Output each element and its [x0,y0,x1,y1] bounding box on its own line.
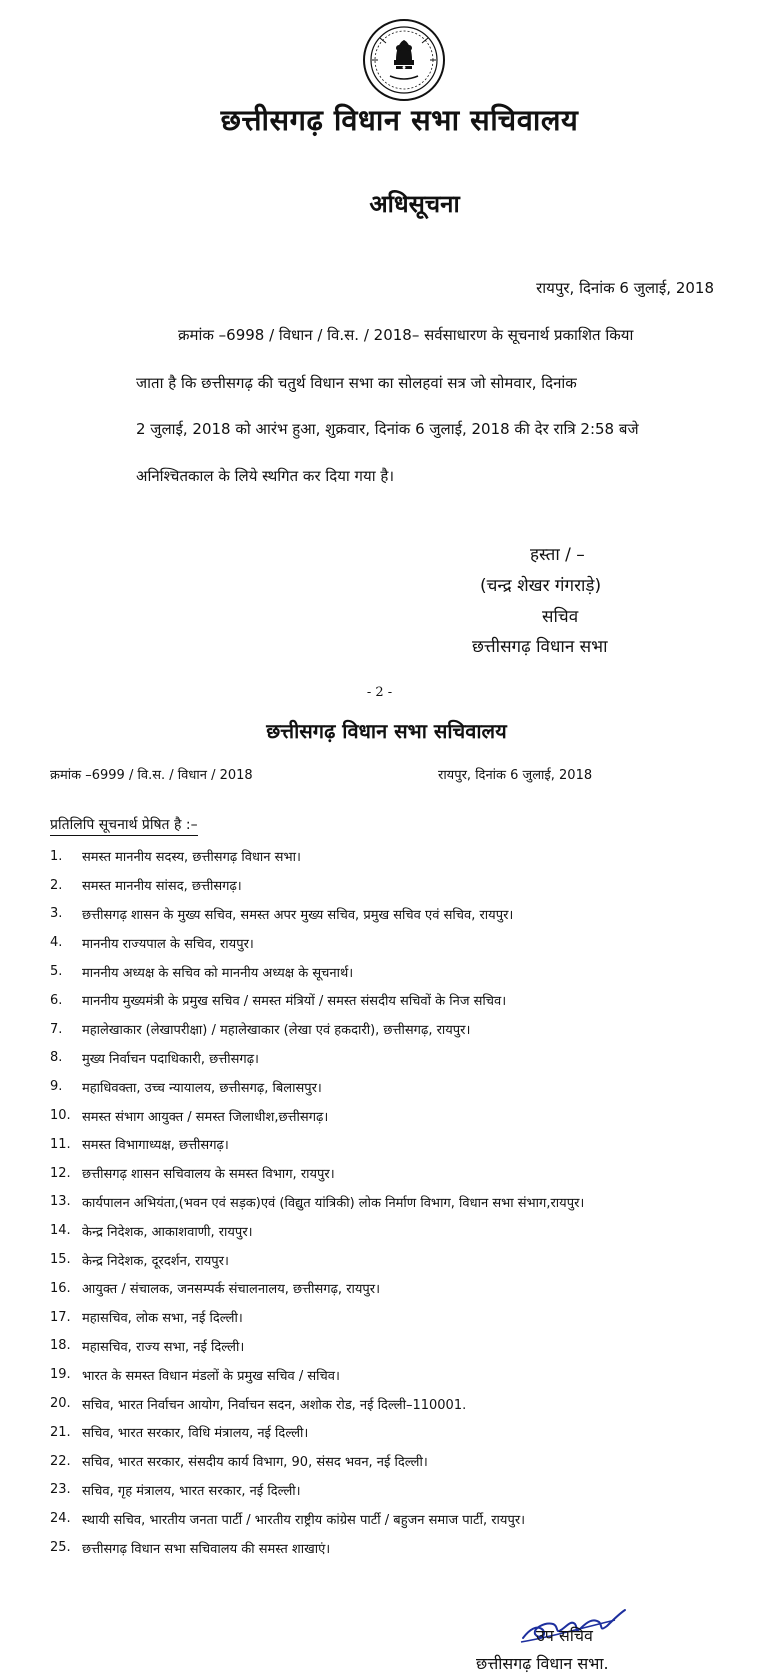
page-title: छत्तीसगढ़ विधान सभा सचिवालय [220,103,579,137]
list-item-text: केन्द्र निदेशक, दूरदर्शन, रायपुर। [82,1253,229,1269]
list-item [50,1072,750,1101]
list-item [50,1245,750,1274]
list-item-number: 19. [50,1367,71,1383]
list-item-text: सचिव, भारत सरकार, संसदीय कार्य विभाग, 90, संसद भवन, नई दिल्ली। [82,1455,428,1471]
list-item-number: 10. [50,1108,71,1124]
list-item-text: स्थायी सचिव, भारतीय जनता पार्टी / भारतीय राष्ट्रीय कांग्रेस पार्टी / बहुजन समाज पार्टी, रायपुर। [82,1512,526,1528]
list-item-number: 15. [50,1252,71,1268]
list-item-text: समस्त संभाग आयुक्त / समस्त जिलाधीश,छत्तीसगढ़। [82,1109,329,1125]
list-item [50,928,750,957]
notification-heading: अधिसूचना [369,190,460,218]
list-item [50,1533,750,1562]
list-item-number: 24. [50,1511,71,1527]
list-item-text: महालेखाकार (लेखापरीक्षा) / महालेखाकार (लेखा एवं हकदारी), छत्तीसगढ़, रायपुर। [82,1023,471,1039]
copy-recipient-list [50,842,750,1562]
list-item-text: सचिव, गृह मंत्रालय, भारत सरकार, नई दिल्ली। [82,1483,301,1499]
list-item-text: छत्तीसगढ़ शासन सचिवालय के समस्त विभाग, रायपुर। [82,1167,335,1183]
notice-line-3: 2 जुलाई, 2018 को आरंभ हुआ, शुक्रवार, दिनांक 6 जुलाई, 2018 की देर रात्रि 2:58 बजे [136,420,639,438]
signer-name: (चन्द्र शेखर गंगराड़े) [480,576,602,596]
list-item-text: महाधिवक्ता, उच्च न्यायालय, छत्तीसगढ़, बिलासपुर। [82,1080,322,1096]
list-item [50,1101,750,1130]
copy-heading: प्रतिलिपि सूचनार्थ प्रेषित है :– [50,815,198,836]
list-item-number: 8. [50,1050,63,1066]
copy-ref-date: रायपुर, दिनांक 6 जुलाई, 2018 [438,768,593,783]
list-item [50,900,750,929]
list-item-number: 1. [50,848,63,864]
page-number: - 2 - [366,685,393,700]
signed-mark: हस्ता / – [530,545,585,565]
list-item-text: महासचिव, लोक सभा, नई दिल्ली। [82,1311,243,1327]
list-item-number: 25. [50,1540,71,1556]
list-item-text: माननीय राज्यपाल के सचिव, रायपुर। [82,936,254,952]
notice-line-2: जाता है कि छत्तीसगढ़ की चतुर्थ विधान सभा का सोलहवां सत्र जो सोमवार, दिनांक [136,374,577,392]
list-item-text: केन्द्र निदेशक, आकाशवाणी, रायपुर। [82,1224,253,1240]
list-item-number: 12. [50,1165,71,1181]
notice-line-4: अनिश्चितकाल के लिये स्थगित कर दिया गया है। [136,467,395,485]
list-item-number: 14. [50,1223,71,1239]
list-item [50,1130,750,1159]
list-item-number: 17. [50,1309,71,1325]
signer-designation: सचिव [542,607,579,627]
list-item-number: 11. [50,1136,71,1152]
list-item-number: 13. [50,1194,71,1210]
notice-line-1: क्रमांक –6998 / विधान / वि.स. / 2018– सर्वसाधारण के सूचनार्थ प्रकाशित किया [178,326,634,344]
list-item-text: माननीय मुख्यमंत्री के प्रमुख सचिव / समस्त मंत्रियों / समस्त संसदीय सचिवों के निज सचिव। [82,994,507,1010]
notice-dateline: रायपुर, दिनांक 6 जुलाई, 2018 [536,279,714,297]
list-item-number: 21. [50,1424,71,1440]
list-item [50,1216,750,1245]
list-item-text: कार्यपालन अभियंता,(भवन एवं सड़क)एवं (विद्युत यांत्रिकी) लोक निर्माण विभाग, विधान सभा संभाग,रायपुर। [82,1195,585,1211]
list-item-text: मुख्य निर्वाचन पदाधिकारी, छत्तीसगढ़। [82,1051,259,1067]
list-item-text: सचिव, भारत सरकार, विधि मंत्रालय, नई दिल्ली। [82,1426,309,1442]
list-item [50,1274,750,1303]
list-item-text: सचिव, भारत निर्वाचन आयोग, निर्वाचन सदन, अशोक रोड, नई दिल्ली–110001. [82,1397,467,1413]
list-item-number: 22. [50,1453,71,1469]
list-item-number: 20. [50,1396,71,1412]
copy-title: छत्तीसगढ़ विधान सभा सचिवालय [266,719,507,743]
list-item-text: समस्त विभागाध्यक्ष, छत्तीसगढ़। [82,1138,229,1154]
deputy-secretary-label: उप सचिव [536,1626,593,1645]
deputy-secretary-office: छत्तीसगढ़ विधान सभा. [476,1654,609,1673]
signer-office: छत्तीसगढ़ विधान सभा [472,637,608,657]
list-item-text: छत्तीसगढ़ विधान सभा सचिवालय की समस्त शाखाएं। [82,1541,331,1557]
list-item-number: 5. [50,964,63,980]
list-item-number: 4. [50,935,63,951]
list-item-text: भारत के समस्त विधान मंडलों के प्रमुख सचिव / सचिव। [82,1368,340,1384]
list-item-number: 2. [50,877,63,893]
list-item-number: 16. [50,1280,71,1296]
list-item-number: 3. [50,906,63,922]
list-item [50,1389,750,1418]
list-item-number: 6. [50,992,63,1008]
list-item [50,842,750,871]
list-item [50,1504,750,1533]
list-item-text: समस्त माननीय सांसद, छत्तीसगढ़। [82,879,242,895]
list-item [50,1188,750,1217]
list-item-text: माननीय अध्यक्ष के सचिव को माननीय अध्यक्ष के सूचनार्थ। [82,965,354,981]
list-item [50,1303,750,1332]
list-item [50,1044,750,1073]
list-item-text: आयुक्त / संचालक, जनसम्पर्क संचालनालय, छत्तीसगढ़, रायपुर। [82,1282,381,1298]
list-item [50,1418,750,1447]
list-item [50,1360,750,1389]
list-item-text: समस्त माननीय सदस्य, छत्तीसगढ़ विधान सभा। [82,850,301,866]
list-item-number: 23. [50,1482,71,1498]
list-item-text: महासचिव, राज्य सभा, नई दिल्ली। [82,1339,245,1355]
assembly-emblem-icon [352,18,456,102]
list-item [50,1332,750,1361]
list-item [50,1015,750,1044]
list-item [50,986,750,1015]
list-item-text: छत्तीसगढ़ शासन के मुख्य सचिव, समस्त अपर मुख्य सचिव, प्रमुख सचिव एवं सचिव, रायपुर। [82,907,514,923]
copy-ref-number: क्रमांक –6999 / वि.स. / विधान / 2018 [50,768,253,783]
list-item [50,957,750,986]
list-item [50,1447,750,1476]
list-item [50,1476,750,1505]
list-item-number: 18. [50,1338,71,1354]
list-item [50,1159,750,1188]
list-item-number: 7. [50,1021,63,1037]
list-item-number: 9. [50,1079,63,1095]
list-item [50,871,750,900]
